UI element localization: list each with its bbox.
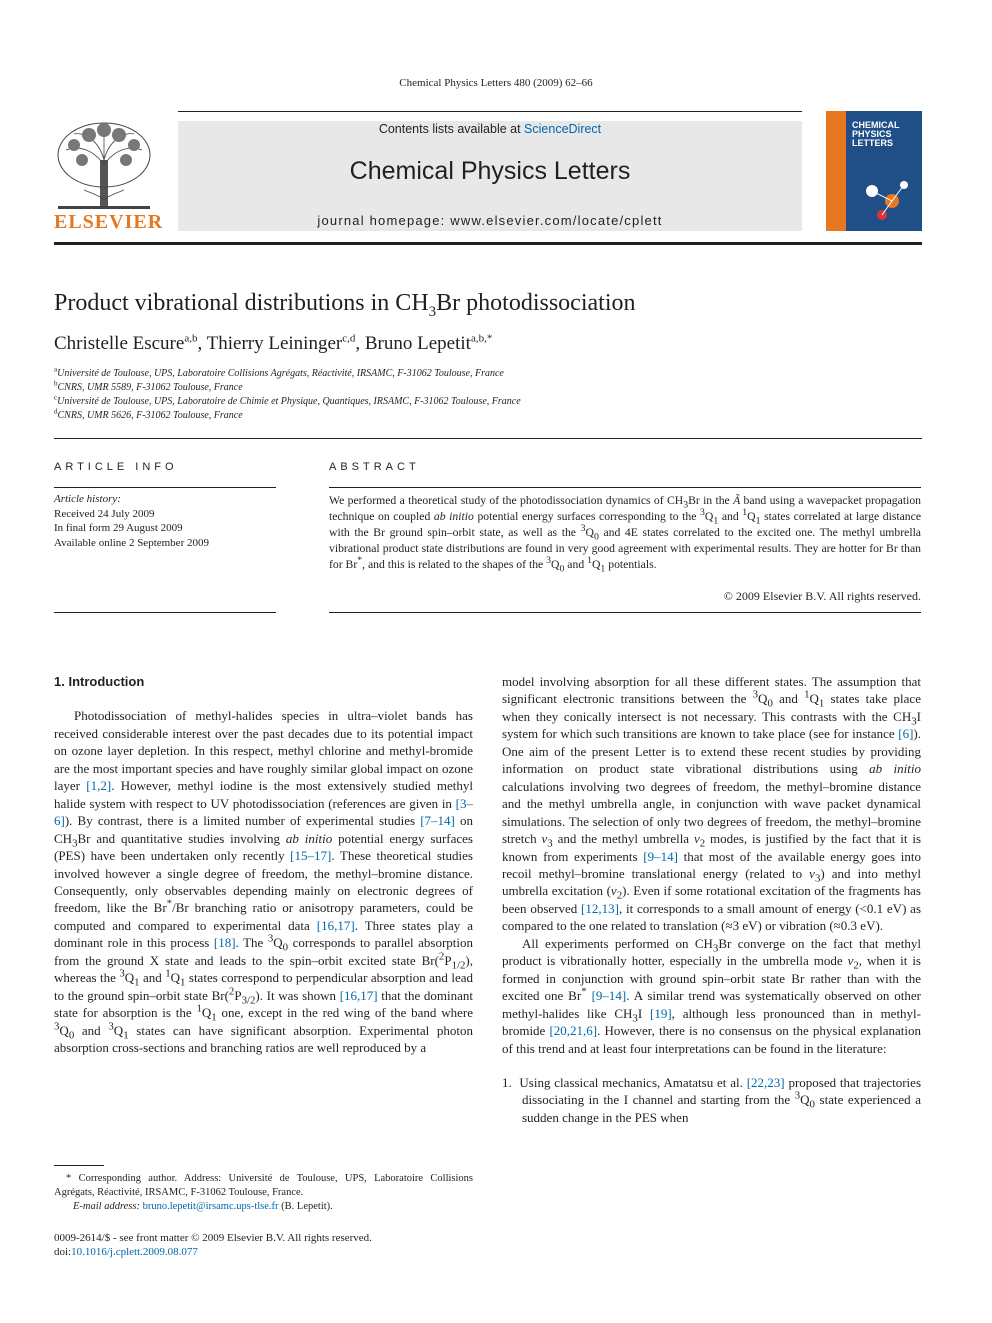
journal-homepage[interactable]: journal homepage: www.elsevier.com/locate/cplett [317, 213, 663, 228]
masthead-rule [54, 242, 922, 245]
section-heading: 1. Introduction [54, 674, 145, 689]
info-rule [54, 487, 276, 488]
citation-link[interactable]: [16,17] [339, 987, 378, 1003]
citation-link[interactable]: [12,13] [581, 900, 619, 916]
online-date: Available online 2 September 2009 [54, 536, 209, 549]
email-suffix: (B. Lepetit). [281, 1201, 333, 1212]
cover-title: CHEMICAL PHYSICS LETTERS [852, 120, 900, 148]
affiliation: $^d$CNRS, UMR 5626, F-31062 Toulouse, France [54, 407, 243, 421]
corresponding-author-note: * Corresponding author. Address: Université de Toulouse, UPS, Laboratoire Collisions Agrégats, Réactivité, IRSAMC, F-31062 Toulouse, France. [54, 1173, 473, 1198]
author-affil: a,b,* [470, 332, 493, 345]
affiliation: $^c$Université de Toulouse, UPS, Laboratoire de Chimie et Physique, Quantiques, IRSAMC, F-31062 Toulouse, France [54, 393, 521, 407]
revised-date: In final form 29 August 2009 [54, 522, 183, 534]
list-item: 1. Using classical mechanics, Amatatsu et al. [22,23] proposed that trajectories dissociating in the I channel and starting from the $^3Q_0$ state experienced a sudden change in the PES when [502, 1074, 922, 1125]
elsevier-tree-icon [54, 120, 154, 212]
elsevier-logo [54, 120, 164, 233]
article-history [54, 492, 209, 550]
received-date: Received 24 July 2009 [54, 507, 155, 520]
author-affil: c,d [342, 332, 356, 345]
affiliation: $^a$Université de Toulouse, UPS, Laboratoire Collisions Agrégats, Réactivité, IRSAMC, F-31062 Toulouse, France [54, 365, 504, 379]
body-column-left [54, 673, 473, 1057]
body-paragraph: Photodissociation of methyl-halides species in ultra–violet bands has received considerable interest over the past decades due to its potential impact on ozone layer depletion. In this respect, methyl chlorine and methyl-bromide are the most important species and have roughly similar global impact on ozone layer [1,2]. However, methyl iodine is the most extensively studied methyl halide system with respect to UV photodissociation (references are given in [3–6]). By contrast, there is a limited number of experimental studies [7–14] on $CH_3Br$ and quantitative studies involving ab initio potential energy surfaces (PES) have been undertaken only recently [15–17]. These theoretical studies involved however a single degree of freedom, the methyl–bromine distance. Consequently, only observables depending mainly on electronic degrees of freedom, like the Br*/Br branching ratio or anisotropy parameters, could be computed and compared to experimental data [16,17]. Three states play a dominant role in this process [18]. The $^3Q_0$ corresponds to parallel absorption from the ground X state and leads to the spin–orbit excited state $Br(^2P_{1/2})$, whereas the $^3Q_1$ and $^1Q_1$ states correspond to perpendicular absorption and lead to the ground spin–orbit state $Br(^2P_{3/2})$. It was shown [16,17] that the dominant state for absorption is the $^1Q_1$ one, except in the red wing of the band where $^3Q_0$ and $^3Q_1$ states can have significant absorption. Experimental photon absorption cross-sections and branching ratios are well reproduced by a [54, 708, 474, 1056]
affiliation: $^b$CNRS, UMR 5589, F-31062 Toulouse, France [54, 379, 243, 393]
citation-link[interactable]: [7–14] [420, 813, 455, 829]
email-label: E-mail address: [73, 1201, 140, 1212]
footnote-rule [54, 1165, 104, 1166]
journal-reference: Chemical Physics Letters 480 (2009) 62–66 [399, 77, 593, 89]
citation-link[interactable]: [18] [213, 935, 236, 951]
journal-cover [826, 111, 922, 231]
citation-link[interactable]: [22,23] [746, 1074, 785, 1090]
header-rule [54, 438, 922, 439]
body-paragraph: All experiments performed on $CH_3Br$ converge on the fact that methyl product is vibrationally hotter, especially in the umbrella mode $\nu_2$, when it is formed in conjunction with ground spin–orbit state Br rather than with the excited one Br* [9–14]. A similar trend was systematically observed on other methyl-halides like $CH_3I$ [19], although less pronounced than in methyl-bromide [20,21,6]. However, there is no consensus on the physical explanation of this trend and at least four interpretations can be found in the literature: [502, 935, 922, 1056]
citation-link[interactable]: [15–17] [290, 848, 332, 864]
citation-link[interactable]: [20,21,6] [549, 1023, 598, 1039]
article-title: Product vibrational distributions in $CH_3Br$ photodissociation [54, 290, 636, 320]
abstract-heading: ABSTRACT [329, 461, 420, 473]
citation-link[interactable]: [9–14] [643, 848, 678, 864]
abstract-rule [329, 487, 921, 488]
top-rule [178, 111, 802, 112]
history-label: Article history: [54, 493, 121, 505]
article-info-heading: ARTICLE INFO [54, 461, 178, 473]
page-footer [54, 1231, 372, 1259]
author-list: Christelle Escure$^{a,b}$, Thierry Leininger$^{c,d}$, Bruno Lepetit$^{a,b,*}$ [54, 332, 493, 354]
journal-title: Chemical Physics Letters [349, 157, 631, 185]
doi-link[interactable]: 10.1016/j.cplett.2009.08.077 [71, 1246, 198, 1258]
contents-line [178, 121, 802, 137]
abstract-text: We performed a theoretical study of the photodissociation dynamics of $CH_3Br$ in the Ã band using a wavepacket propagation technique on coupled ab initio potential energy surfaces corresponding to the $^3Q_1$ and $^1Q_1$ states correlated at large distance with the Br ground spin–orbit state, as well as the $^3Q_0$ and 4E states correlated to the excited one. The methyl umbrella vibrational product state distributions are found in very good agreement with experimental results. They are hotter for Br than for Br*, and this is related to the shapes of the $^3Q_0$ and $^1Q_1$ potentials. [329, 494, 922, 575]
footnote [54, 1172, 473, 1214]
issn-line: 0009-2614/$ - see front matter © 2009 Elsevier B.V. All rights reserved. [54, 1232, 372, 1244]
citation-link[interactable]: [6] [898, 726, 914, 742]
citation-link[interactable]: [1,2] [86, 778, 112, 794]
cover-molecule-icon [858, 173, 914, 225]
cover-stripe [826, 111, 846, 231]
author-affil: a,b [184, 332, 198, 345]
author-name: Christelle Escure [54, 333, 185, 354]
abstract-bottom-rule [329, 612, 921, 613]
info-bottom-rule [54, 612, 276, 613]
doi-label: doi: [54, 1246, 72, 1258]
contents-prefix: Contents lists available at [378, 122, 525, 136]
citation-link[interactable]: [9–14] [591, 988, 627, 1004]
email-link[interactable]: bruno.lepetit@irsamc.ups-tlse.fr [142, 1201, 279, 1212]
abstract-copyright: © 2009 Elsevier B.V. All rights reserved. [723, 589, 921, 603]
journal-masthead [178, 121, 802, 231]
body-column-right [502, 673, 921, 1126]
sciencedirect-link[interactable]: ScienceDirect [524, 122, 602, 136]
body-paragraph: model involving absorption for all these different states. The assumption that significant electronic transitions between the $^3Q_0$ and $^1Q_1$ states take place when they conically intersect is not necessary. This contrasts with the $CH_3I$ system for which such transitions are known to take place (see for instance [6]). One aim of the present Letter is to extend these recent studies by providing information on product state vibrational distributions using ab initio calculations involving two degrees of freedom, the methyl–bromine distance and the methyl umbrella angle, in conjunction with wave packet dynamical simulations. The selection of only two degrees of freedom, the methyl–bromine stretch $\nu_3$ and the methyl umbrella $\nu_2$ modes, is justified by the fact that it is known from experiments [9–14] that most of the available energy goes into recoil methyl–bromine translational energy (related to $\nu_3$) and into methyl umbrella excitation $(\nu_2)$. Even if some rotational excitation of the fragments has been observed [12,13], it corresponds to a small amount of energy (<0.1 eV) as compared to the one related to translation (≈3 eV) or vibration (≈0.3 eV). [502, 674, 922, 934]
citation-link[interactable]: [19] [649, 1005, 672, 1021]
citation-link[interactable]: [3–6] [54, 795, 473, 829]
author-name: Thierry Leininger [206, 333, 343, 354]
citation-link[interactable]: [16,17] [316, 917, 355, 933]
publisher-name: ELSEVIER [54, 211, 164, 233]
author-name: Bruno Lepetit [364, 333, 471, 354]
